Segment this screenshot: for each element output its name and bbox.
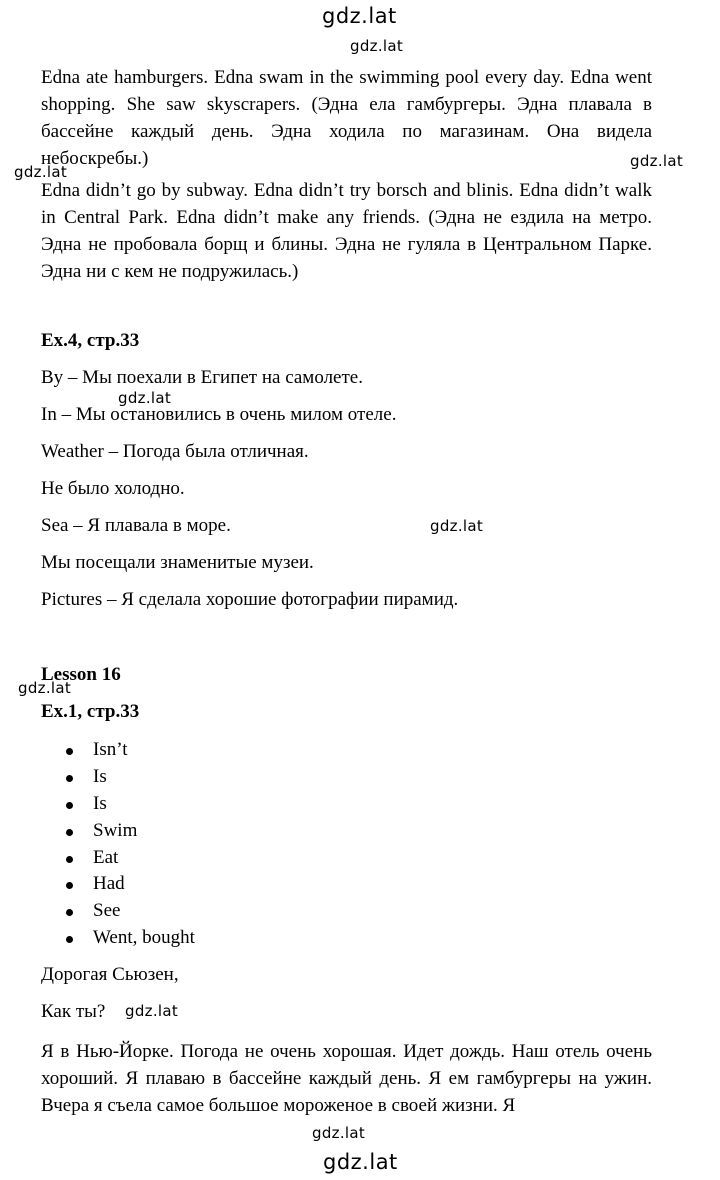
answer-line: Sea – Я плавала в море.: [41, 515, 231, 536]
list-item: Is: [62, 791, 195, 818]
watermark: gdz.lat: [323, 1150, 398, 1174]
answer-line: Мы посещали знаменитые музеи.: [41, 552, 314, 573]
bullet-icon: [66, 829, 73, 836]
bullet-icon: [66, 909, 73, 916]
bullet-icon: [66, 856, 73, 863]
lesson-heading: Lesson 16: [41, 664, 121, 685]
watermark: gdz.lat: [322, 4, 397, 28]
list-item: Went, bought: [62, 925, 195, 952]
list-item: Is: [62, 764, 195, 791]
letter-greeting: Дорогая Сьюзен,: [41, 964, 179, 985]
list-item: Eat: [62, 845, 195, 872]
paragraph-negative: Edna didn’t go by subway. Edna didn’t try borsch and blinis. Edna didn’t walk in Central Park. Edna didn’t make any friends. (Эдна не ездила на метро. Эдна не пробовала борщ и блины. Эдна не гуляла в Центральном Парке. Эдна ни с кем не подружилась.): [41, 180, 652, 282]
answer-line: Pictures – Я сделала хорошие фотографии пирамид.: [41, 589, 459, 610]
watermark: gdz.lat: [630, 152, 684, 170]
bullet-list: [62, 737, 195, 952]
watermark: gdz.lat: [125, 1002, 179, 1020]
exercise-heading: Ex.1, стр.33: [41, 701, 140, 722]
list-item: Swim: [62, 818, 195, 845]
bullet-icon: [66, 882, 73, 889]
answer-line: Weather – Погода была отличная.: [41, 441, 309, 462]
watermark: gdz.lat: [118, 389, 172, 407]
watermark: gdz.lat: [18, 679, 72, 697]
watermark: gdz.lat: [312, 1124, 366, 1142]
watermark: gdz.lat: [350, 37, 404, 55]
list-item: Isn’t: [62, 737, 195, 764]
list-item: See: [62, 898, 195, 925]
paragraph-affirmative: Edna ate hamburgers. Edna swam in the swimming pool every day. Edna went shopping. She saw skyscrapers. (Эдна ела гамбургеры. Эдна плавала в бассейне каждый день. Эдна ходила по магазинам. Она видела небоскребы.): [41, 67, 652, 169]
watermark: gdz.lat: [14, 163, 68, 181]
letter-body: Я в Нью-Йорке. Погода не очень хорошая. Идет дождь. Наш отель очень хороший. Я плаваю в бассейне каждый день. Я ем гамбургеры на ужин. Вчера я съела самое большое мороженое в своей жизни. Я: [41, 1041, 652, 1116]
bullet-icon: [66, 936, 73, 943]
answer-line: Не было холодно.: [41, 478, 185, 499]
answer-line: In – Мы остановились в очень милом отеле.: [41, 404, 397, 425]
bullet-icon: [66, 748, 73, 755]
letter-question: Как ты?: [41, 1001, 106, 1022]
answer-line: By – Мы поехали в Египет на самолете.: [41, 367, 363, 388]
bullet-icon: [66, 802, 73, 809]
list-item: Had: [62, 871, 195, 898]
bullet-icon: [66, 775, 73, 782]
watermark: gdz.lat: [430, 517, 484, 535]
exercise-heading: Ex.4, стр.33: [41, 330, 140, 351]
